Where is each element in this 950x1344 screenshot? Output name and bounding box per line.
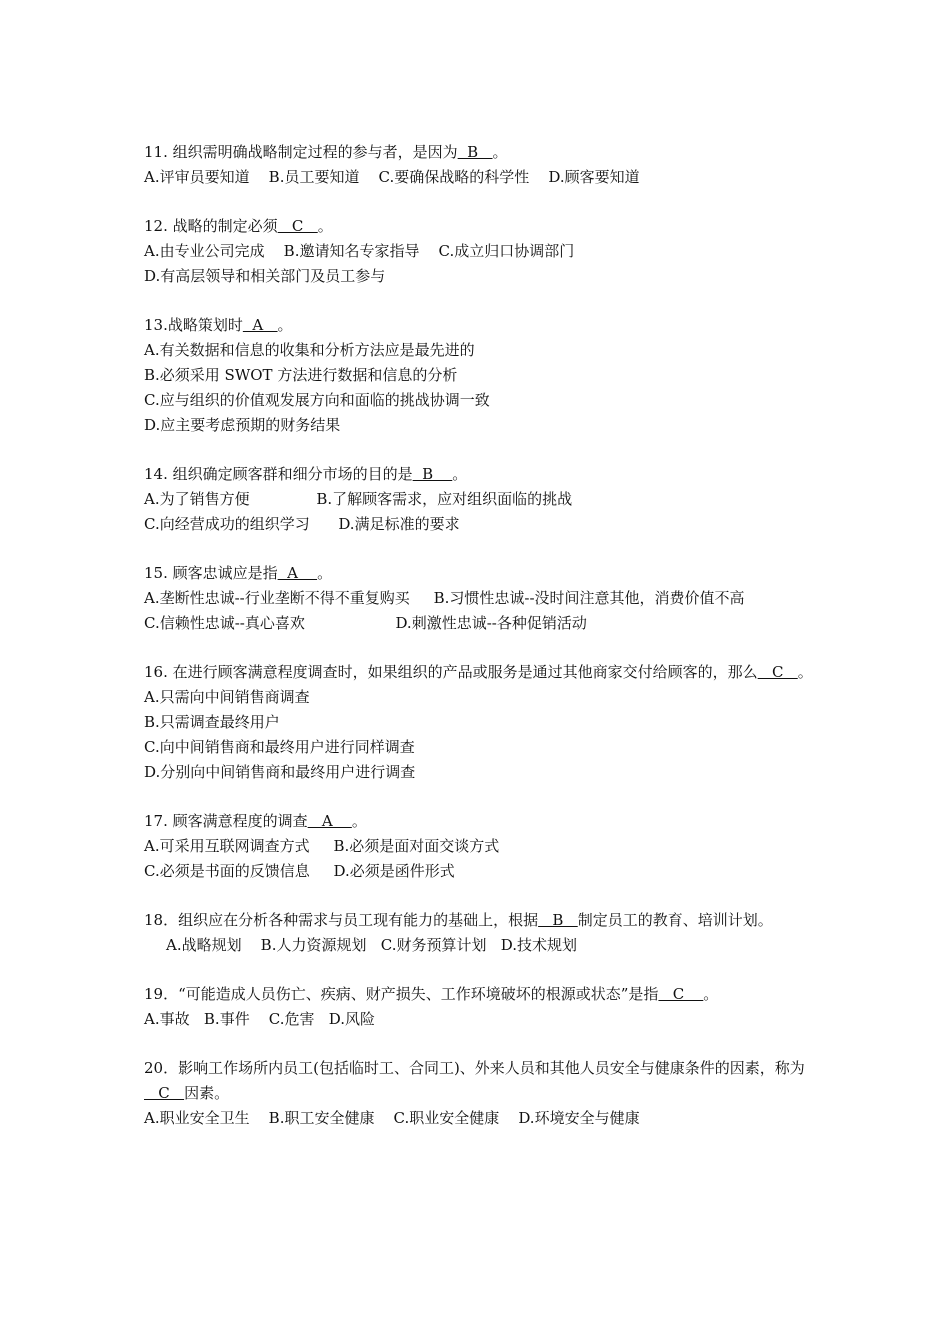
text-segment: C.信赖性忠诚--真心喜欢 D.刺激性忠诚--各种促销活动 <box>144 614 587 632</box>
text-segment: D.分别向中间销售商和最终用户进行调查 <box>144 763 416 781</box>
answer-blank: C <box>277 217 318 235</box>
answer-blank: B <box>538 911 578 929</box>
question-block <box>144 660 824 785</box>
question-stem <box>144 214 824 239</box>
text-segment: 。 <box>317 217 333 235</box>
text-segment: 。 <box>492 143 508 161</box>
answer-options <box>144 239 824 264</box>
question-block <box>144 809 824 884</box>
text-segment: D.有高层领导和相关部门及员工参与 <box>144 267 386 285</box>
text-segment: 制定员工的教育、培训计划。 <box>577 911 773 929</box>
answer-options <box>144 933 824 958</box>
answer-blank: C <box>658 985 704 1003</box>
text-segment: 11. 组织需明确战略制定过程的参与者，是因为 <box>144 143 458 161</box>
answer-blank: C <box>757 663 798 681</box>
question-stem <box>144 809 824 834</box>
answer-options <box>144 388 824 413</box>
text-segment: 。 <box>351 812 367 830</box>
text-segment: 18．组织应在分析各种需求与员工现有能力的基础上，根据 <box>144 911 539 929</box>
text-segment: C.向经营成功的组织学习 D.满足标准的要求 <box>144 515 460 533</box>
answer-options <box>144 165 824 190</box>
answer-blank: A <box>277 564 318 582</box>
answer-options <box>144 859 824 884</box>
question-block <box>144 140 824 190</box>
question-block <box>144 982 824 1032</box>
answer-options <box>144 413 824 438</box>
answer-options <box>144 264 824 289</box>
answer-options <box>144 487 824 512</box>
answer-blank: B <box>457 143 493 161</box>
text-segment: 13.战略策划时 <box>144 316 243 334</box>
text-segment: D.应主要考虑预期的财务结果 <box>144 416 341 434</box>
answer-options <box>144 1007 824 1032</box>
text-segment: B.只需调查最终用户 <box>144 713 280 731</box>
question-stem <box>144 462 824 487</box>
question-block <box>144 561 824 636</box>
answer-options <box>144 735 824 760</box>
question-stem <box>144 140 824 165</box>
text-segment: 。 <box>797 663 813 681</box>
answer-blank: B <box>412 465 453 483</box>
text-segment: 。 <box>277 316 293 334</box>
question-stem <box>144 660 824 685</box>
answer-options <box>144 611 824 636</box>
text-segment: 16. 在进行顾客满意程度调查时，如果组织的产品或服务是通过其他商家交付给顾客的，那么 <box>144 663 758 681</box>
answer-options <box>144 338 824 363</box>
question-block <box>144 1056 824 1131</box>
question-stem <box>144 313 824 338</box>
text-segment: 因素。 <box>184 1084 230 1102</box>
text-segment: 14. 组织确定顾客群和细分市场的目的是 <box>144 465 413 483</box>
text-segment: 20．影响工作场所内员工(包括临时工、合同工)、外来人员和其他人员安全与健康条件的因素，称为 <box>144 1059 805 1077</box>
text-segment: C.应与组织的价值观发展方向和面临的挑战协调一致 <box>144 391 490 409</box>
text-segment: 12. 战略的制定必须 <box>144 217 278 235</box>
text-segment: C.必须是书面的反馈信息 D.必须是函件形式 <box>144 862 455 880</box>
question-stem <box>144 1056 824 1106</box>
text-segment: 15. 顾客忠诚应是指 <box>144 564 278 582</box>
question-block <box>144 214 824 289</box>
text-segment: A.可采用互联网调查方式 B.必须是面对面交谈方式 <box>144 837 500 855</box>
question-stem <box>144 908 824 933</box>
text-segment: A.为了销售方便 B.了解顾客需求，应对组织面临的挑战 <box>144 490 573 508</box>
text-segment: 。 <box>317 564 333 582</box>
text-segment: A.评审员要知道 B.员工要知道 C.要确保战略的科学性 D.顾客要知道 <box>144 168 640 186</box>
answer-options <box>144 586 824 611</box>
text-segment: C.向中间销售商和最终用户进行同样调查 <box>144 738 415 756</box>
text-segment: 17. 顾客满意程度的调查 <box>144 812 308 830</box>
answer-options <box>144 834 824 859</box>
text-segment: 。 <box>452 465 468 483</box>
answer-blank: C <box>144 1084 185 1102</box>
text-segment: A.战略规划 B.人力资源规划 C.财务预算计划 D.技术规划 <box>166 936 578 954</box>
document-body <box>144 140 824 1155</box>
text-segment: A.只需向中间销售商调查 <box>144 688 310 706</box>
question-block <box>144 313 824 438</box>
answer-options <box>144 760 824 785</box>
question-block <box>144 908 824 958</box>
text-segment: A.由专业公司完成 B.邀请知名专家指导 C.成立归口协调部门 <box>144 242 575 260</box>
text-segment: B.必须采用 SWOT 方法进行数据和信息的分析 <box>144 366 458 384</box>
text-segment: A.垄断性忠诚--行业垄断不得不重复购买 B.习惯性忠诚--没时间注意其他，消费价值不高 <box>144 589 745 607</box>
question-block <box>144 462 824 537</box>
text-segment: A.事故 B.事件 C.危害 D.风险 <box>144 1010 376 1028</box>
question-stem <box>144 982 824 1007</box>
answer-options <box>144 710 824 735</box>
answer-options <box>144 1106 824 1131</box>
answer-blank: A <box>307 812 352 830</box>
answer-options <box>144 512 824 537</box>
answer-options <box>144 363 824 388</box>
text-segment: 19．“可能造成人员伤亡、疾病、财产损失、工作环境破坏的根源或状态”是指 <box>144 985 659 1003</box>
text-segment: 。 <box>703 985 719 1003</box>
question-stem <box>144 561 824 586</box>
answer-options <box>144 685 824 710</box>
text-segment: A.有关数据和信息的收集和分析方法应是最先进的 <box>144 341 475 359</box>
text-segment: A.职业安全卫生 B.职工安全健康 C.职业安全健康 D.环境安全与健康 <box>144 1109 640 1127</box>
answer-blank: A <box>242 316 278 334</box>
